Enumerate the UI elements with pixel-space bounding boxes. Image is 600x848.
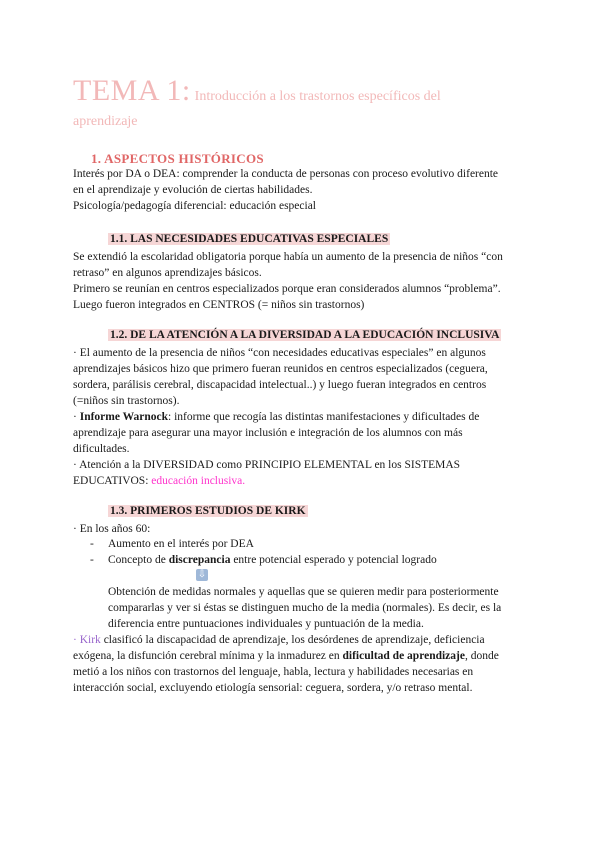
list-bullet: -	[90, 538, 94, 550]
item-text: entre potencial esperado y potencial logrado	[230, 554, 437, 566]
item-text: Concepto de	[108, 554, 169, 566]
kirk-text: clasificó la discapacidad de aprendizaje, los desórdenes de aprendizaje, deficiencia	[100, 634, 485, 646]
kirk-name: Kirk	[79, 634, 101, 646]
kirk-bullet: ·	[73, 634, 80, 646]
paragraph-line: Luego fueron integrados en CENTROS (= niños sin trastornos)	[73, 299, 365, 311]
list-item	[108, 554, 437, 566]
kirk-bold: dificultad de aprendizaje	[342, 650, 465, 662]
inclusiva-highlight: educación inclusiva.	[151, 475, 246, 487]
title-text: Introducción a los trastornos específicos del	[194, 89, 441, 104]
heading-highlight: 1.1. LAS NECESIDADES EDUCATIVAS ESPECIALES	[110, 233, 389, 245]
paragraph-line: retraso” en algunos aprendizajes básicos.	[73, 267, 262, 279]
paragraph-line: · El aumento de la presencia de niños “con necesidades educativas especiales” en algunos	[73, 347, 486, 359]
paragraph-line: Obtención de medidas normales y aquellas que se quieren medir para posteriormente	[108, 586, 499, 598]
paragraph-line: interacción social, excluyendo etiología sensorial: ceguera, sordera, y/o retraso mental.	[73, 682, 473, 694]
paragraph-line: Primero se reunían en centros especializados porque eran considerados alumnos “problema”.	[73, 283, 501, 295]
paragraph-line: Se extendió la escolaridad obligatoria porque había un aumento de la presencia de niños “con	[73, 251, 503, 263]
paragraph-line: aprendizaje para asegurar una mayor inclusión e integración de los alumnos con más	[73, 427, 463, 439]
paragraph-line: Interés por DA o DEA: comprender la conducta de personas con proceso evolutivo diferente	[73, 168, 499, 180]
paragraph-line: en el aprendizaje y evolución de ciertas habilidades.	[73, 184, 313, 196]
paragraph-line: dificultades.	[73, 443, 130, 455]
paragraph-line: diferencia entre puntuaciones individuales y puntuación de la media.	[108, 618, 424, 630]
warnock-text: : informe que recogía las distintas manifestaciones y dificultades de	[168, 411, 480, 423]
subsection-heading	[108, 505, 308, 517]
paragraph-line: aprendizajes básicos hizo que primero fueran reunidos en centros especializados (ceguera,	[73, 363, 488, 375]
paragraph-line: · En los años 60:	[73, 523, 151, 535]
paragraph-line	[73, 474, 533, 490]
heading-highlight: 1.3. PRIMEROS ESTUDIOS DE KIRK	[110, 505, 306, 517]
title-tema: TEMA 1:	[73, 74, 191, 107]
list-bullet: -	[90, 554, 94, 566]
paragraph-line	[73, 633, 533, 649]
paragraph-line: · Atención a la DIVERSIDAD como PRINCIPIO ELEMENTAL en los SISTEMAS	[73, 459, 461, 471]
page-title	[73, 74, 553, 114]
paragraph-line: sordera, parálisis cerebral, discapacidad intelectual..) y luego fueran integrados en centros	[73, 379, 487, 391]
paragraph-line: metió a los niños con trastornos del lenguaje, habla, lectura y habilidades necesarias en	[73, 666, 474, 678]
subsection-heading	[108, 233, 390, 245]
kirk-text: , donde	[464, 650, 499, 662]
down-arrow-icon: ⇩	[197, 569, 207, 580]
paragraph-line: compararlas y ver si éstas se distinguen mucho de la media (normales). Es decir, es la	[108, 602, 502, 614]
paragraph-line: (=niños sin trastornos).	[73, 395, 180, 407]
list-item: Aumento en el interés por DEA	[108, 538, 254, 550]
paragraph-line	[73, 649, 533, 665]
diversidad-text: EDUCATIVOS:	[73, 475, 152, 487]
section-heading: 1. ASPECTOS HISTÓRICOS	[91, 151, 264, 166]
heading-highlight: 1.2. DE LA ATENCIÓN A LA DIVERSIDAD A LA EDUCACIÓN INCLUSIVA	[110, 329, 500, 341]
item-bold: discrepancia	[168, 554, 231, 566]
warnock-bold: Informe Warnock	[79, 411, 168, 423]
paragraph-line: Psicología/pedagogía diferencial: educación especial	[73, 200, 316, 212]
title-text-line2: aprendizaje	[73, 114, 138, 129]
kirk-text: exógena, la disfunción cerebral mínima y la inmadurez en	[73, 650, 343, 662]
subsection-heading	[108, 329, 501, 341]
paragraph-line: · Informe Warnock: informe que recogía las distintas manifestaciones y dificultades de	[73, 411, 480, 423]
